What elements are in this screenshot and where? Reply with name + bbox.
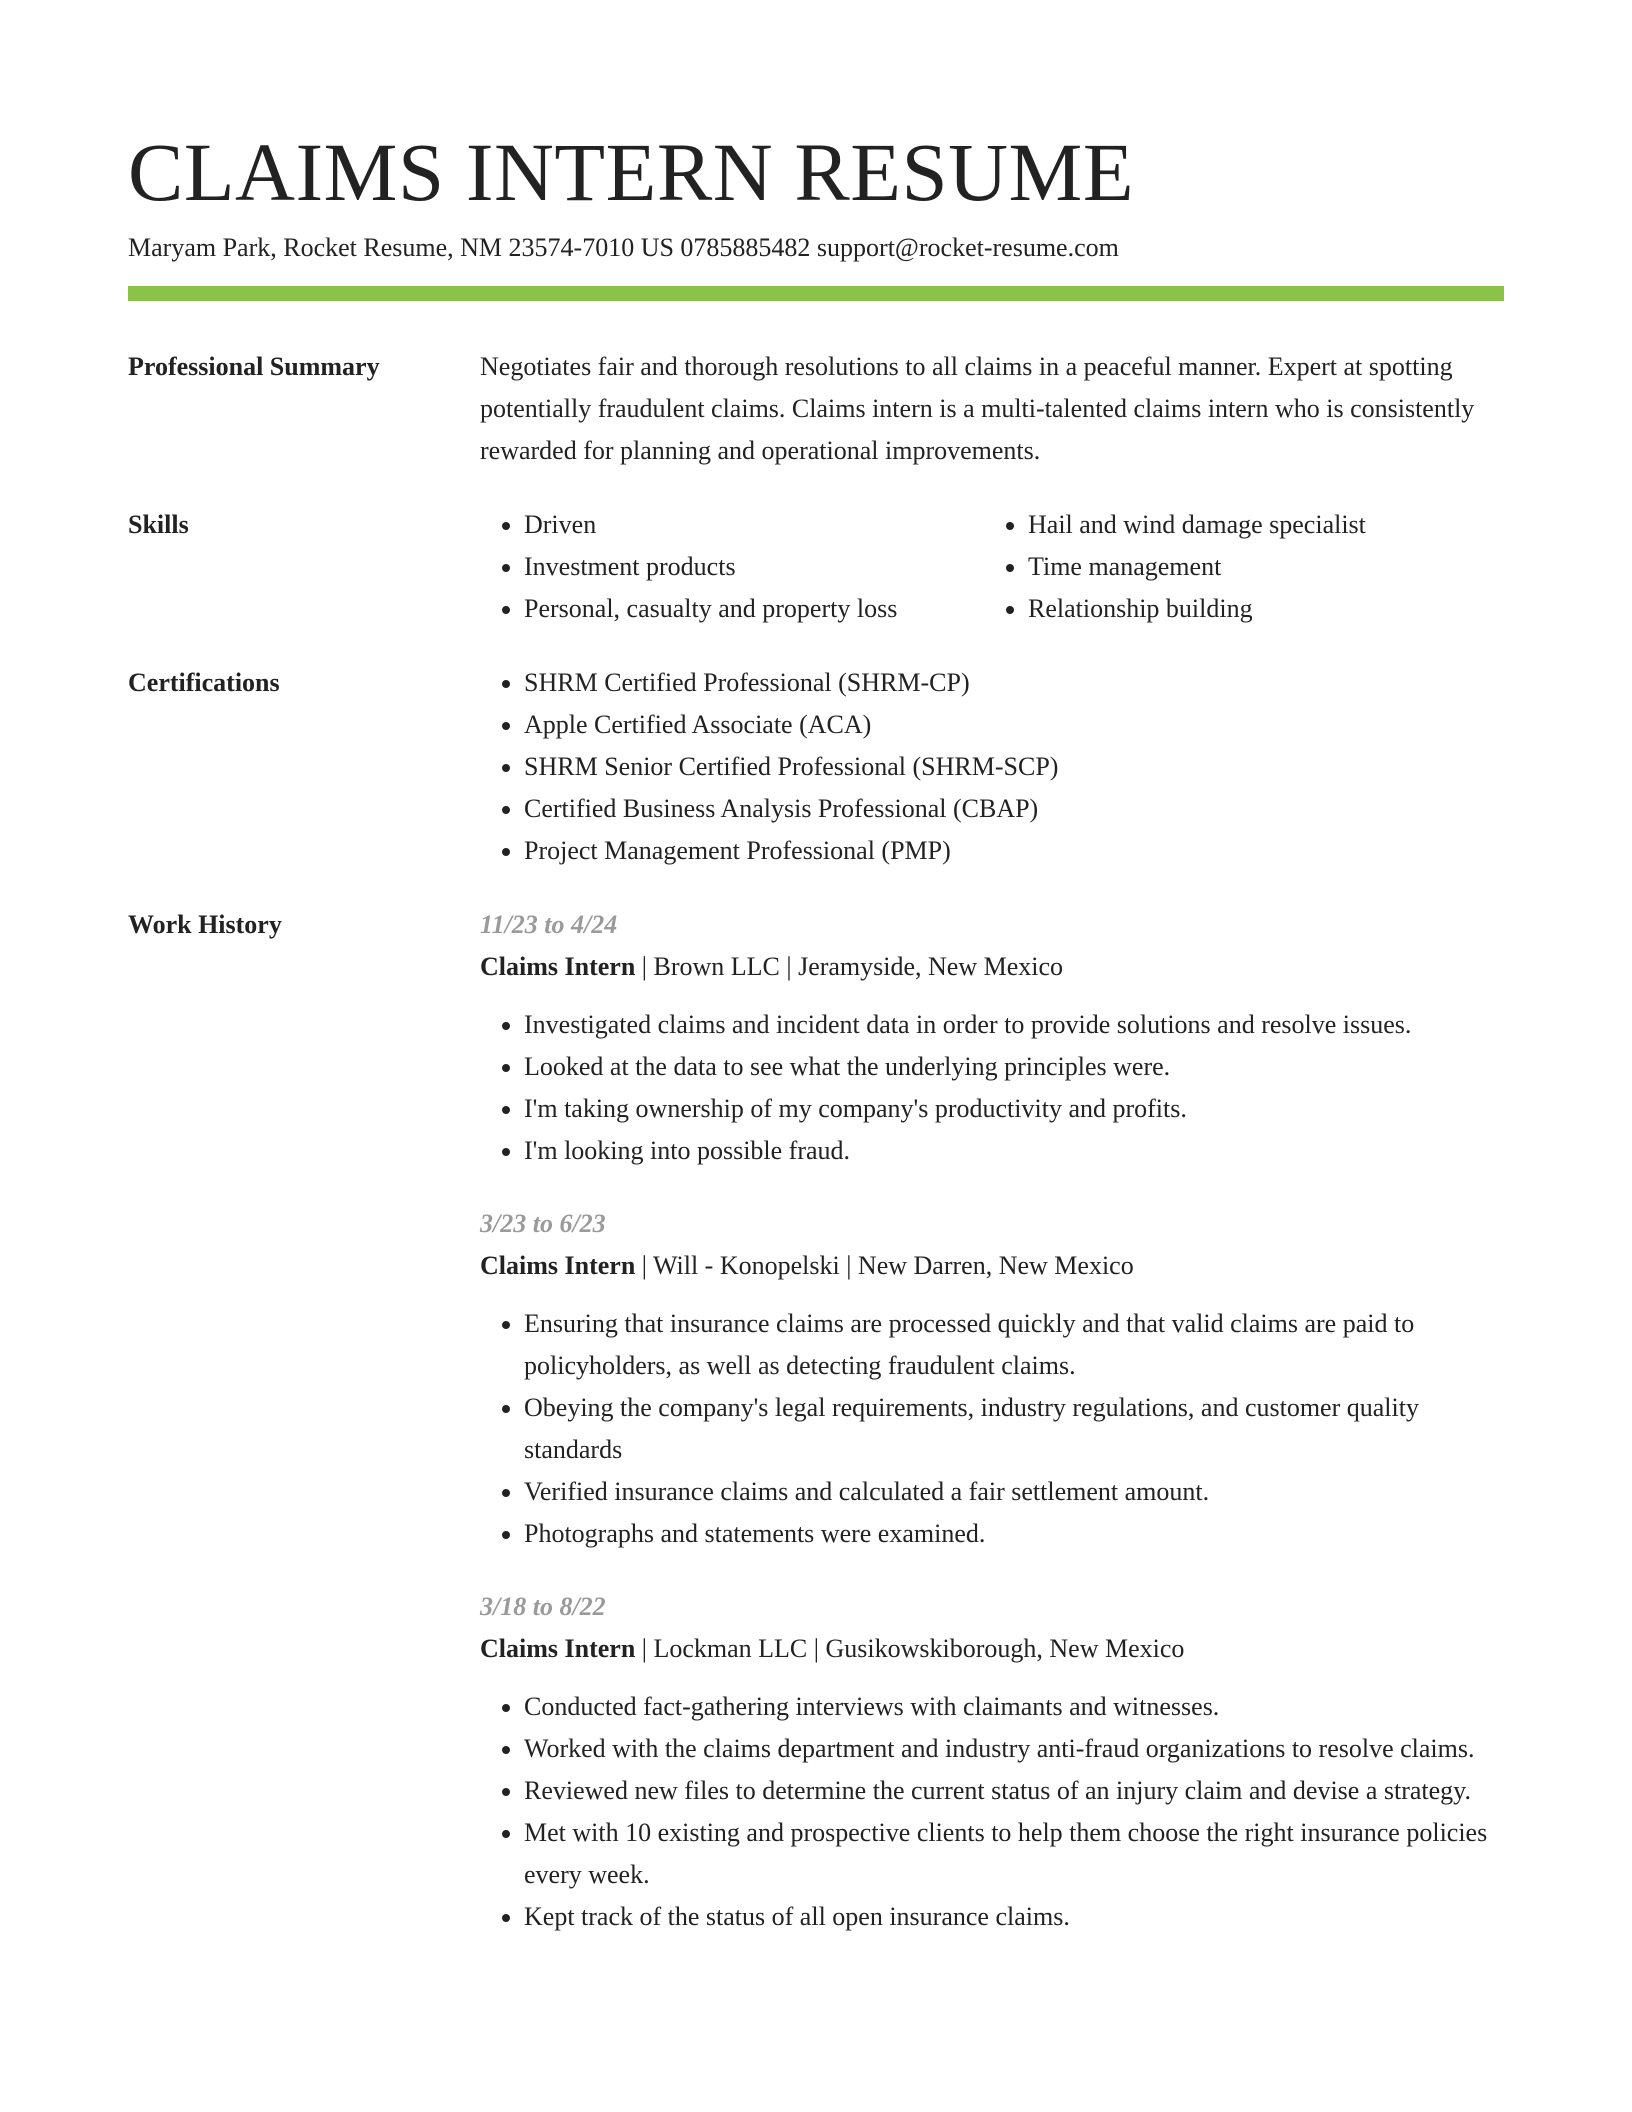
certification-item: • Certified Business Analysis Professional (CBAP) [524,788,1504,830]
skill-item: • Investment products [524,546,984,588]
certifications-list [480,662,1504,872]
job-bullet: • I'm looking into possible fraud. [524,1130,1504,1172]
skills-column-1 [480,504,984,630]
job-bullet: • Reviewed new files to determine the current status of an injury claim and devise a strategy. [524,1770,1504,1812]
skills-label: Skills [128,510,189,539]
job-bullet: • Looked at the data to see what the underlying principles were. [524,1046,1504,1088]
job-heading [480,946,1504,988]
skill-item: • Personal, casualty and property loss [524,588,984,630]
skills-column-2 [984,504,1504,630]
job-employer-location: | Lockman LLC | Gusikowskiborough, New Mexico [635,1634,1185,1663]
job-title: Claims Intern [480,1251,636,1280]
job-heading [480,1628,1504,1670]
header-accent-rule [128,286,1504,301]
job-dates: 3/23 to 6/23 [480,1209,606,1238]
work-history-body [480,904,1504,1969]
job-employer-location: | Brown LLC | Jeramyside, New Mexico [635,952,1064,981]
certification-item: • SHRM Senior Certified Professional (SHRM-SCP) [524,746,1504,788]
certification-item: • SHRM Certified Professional (SHRM-CP) [524,662,1504,704]
job-dates: 11/23 to 4/24 [480,910,618,939]
job-bullet: • Obeying the company's legal requirements, industry regulations, and customer quality standards [524,1387,1504,1471]
skill-item: • Relationship building [1028,588,1504,630]
job-bullet: • Verified insurance claims and calculated a fair settlement amount. [524,1471,1504,1513]
skill-item: • Time management [1028,546,1504,588]
skills-list [480,504,1504,630]
certification-item: • Project Management Professional (PMP) [524,830,1504,872]
job-title: Claims Intern [480,952,636,981]
certification-item: • Apple Certified Associate (ACA) [524,704,1504,746]
job-employer-location: | Will - Konopelski | New Darren, New Mexico [635,1251,1134,1280]
summary-body [480,346,1504,472]
job-entry [480,1203,1504,1555]
resume-title: CLAIMS INTERN RESUME [128,126,1135,218]
certifications-label: Certifications [128,668,280,697]
job-bullet: • Ensuring that insurance claims are processed quickly and that valid claims are paid to policyholders, as well as detecting fraudulent claims. [524,1303,1504,1387]
job-dates: 3/18 to 8/22 [480,1592,606,1621]
summary-text: Negotiates fair and thorough resolutions to all claims in a peaceful manner. Expert at spotting potentially fraudulent claims. Claims intern is a multi-talented claims intern who is consistently rewarded for planning and operational improvements. [480,352,1475,465]
contact-line: Maryam Park, Rocket Resume, NM 23574-7010 US 0785885482 support@rocket-resume.com [128,233,1119,262]
job-bullet: • Investigated claims and incident data in order to provide solutions and resolve issues. [524,1004,1504,1046]
job-bullet: • Worked with the claims department and industry anti-fraud organizations to resolve claims. [524,1728,1504,1770]
job-entry [480,904,1504,1172]
job-bullet: • Kept track of the status of all open insurance claims. [524,1896,1504,1938]
summary-label: Professional Summary [128,352,380,381]
skill-item: • Hail and wind damage specialist [1028,504,1504,546]
work-history-label: Work History [128,910,282,939]
job-bullet: • Met with 10 existing and prospective clients to help them choose the right insurance policies every week. [524,1812,1504,1896]
skill-item: • Driven [524,504,984,546]
job-title: Claims Intern [480,1634,636,1663]
job-bullet: • Photographs and statements were examined. [524,1513,1504,1555]
job-bullet: • I'm taking ownership of my company's productivity and profits. [524,1088,1504,1130]
job-entry [480,1586,1504,1938]
job-heading [480,1245,1504,1287]
job-bullet: • Conducted fact-gathering interviews with claimants and witnesses. [524,1686,1504,1728]
